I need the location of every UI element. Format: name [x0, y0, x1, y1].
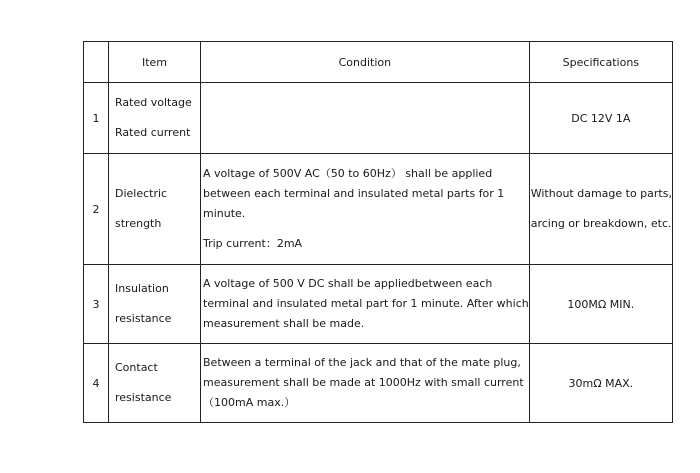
item-line: Insulation	[115, 282, 169, 295]
specification-cell	[529, 83, 672, 154]
item-line: Contact	[115, 361, 158, 374]
condition-line: Between a terminal of the jack and that of the mate plug,	[203, 356, 521, 369]
item-cell	[109, 265, 201, 344]
condition-line: between each terminal and insulated metal parts for 1	[203, 187, 505, 200]
condition-cell	[201, 344, 530, 423]
row-number: 3	[84, 265, 109, 344]
condition-line: Trip current：2mA	[203, 237, 303, 250]
item-line: Dielectric	[115, 187, 168, 200]
item-line: strength	[115, 217, 162, 230]
condition-line: terminal and insulated metal part for 1 minute. After which	[203, 297, 529, 310]
specification-table	[83, 41, 673, 423]
condition-cell	[201, 83, 530, 154]
header-item: Item	[109, 42, 201, 83]
header-condition: Condition	[201, 42, 530, 83]
condition-cell	[201, 265, 530, 344]
row-number: 1	[84, 83, 109, 154]
item-line: resistance	[115, 391, 172, 404]
condition-line: （100mA max.）	[203, 396, 296, 409]
specification-line: 100MΩ MIN.	[567, 297, 635, 311]
condition-line: A voltage of 500V AC（50 to 60Hz） shall be applied	[203, 167, 493, 180]
item-cell	[109, 83, 201, 154]
specification-cell	[529, 154, 672, 265]
item-cell	[109, 154, 201, 265]
table-row	[84, 265, 673, 344]
condition-line: minute.	[203, 207, 246, 220]
specification-line: Without damage to parts,	[530, 187, 672, 200]
specification-cell	[529, 265, 672, 344]
table-row	[84, 344, 673, 423]
item-line: Rated current	[115, 126, 191, 139]
table-row	[84, 83, 673, 154]
header-specifications: Specifications	[529, 42, 672, 83]
condition-line: A voltage of 500 V DC shall be appliedbetween each	[203, 277, 493, 290]
specification-cell	[529, 344, 672, 423]
specification-line: arcing or breakdown, etc.	[530, 217, 672, 230]
header-no	[84, 42, 109, 83]
item-line: Rated voltage	[115, 96, 192, 109]
row-number: 2	[84, 154, 109, 265]
condition-line: measurement shall be made.	[203, 317, 365, 330]
specification-line: 30mΩ MAX.	[568, 376, 634, 390]
condition-line: measurement shall be made at 1000Hz with small current	[203, 376, 524, 389]
condition-cell	[201, 154, 530, 265]
specification-line: DC 12V 1A	[571, 111, 631, 125]
table-row	[84, 154, 673, 265]
row-number: 4	[84, 344, 109, 423]
header-row	[84, 42, 673, 83]
item-cell	[109, 344, 201, 423]
item-line: resistance	[115, 312, 172, 325]
